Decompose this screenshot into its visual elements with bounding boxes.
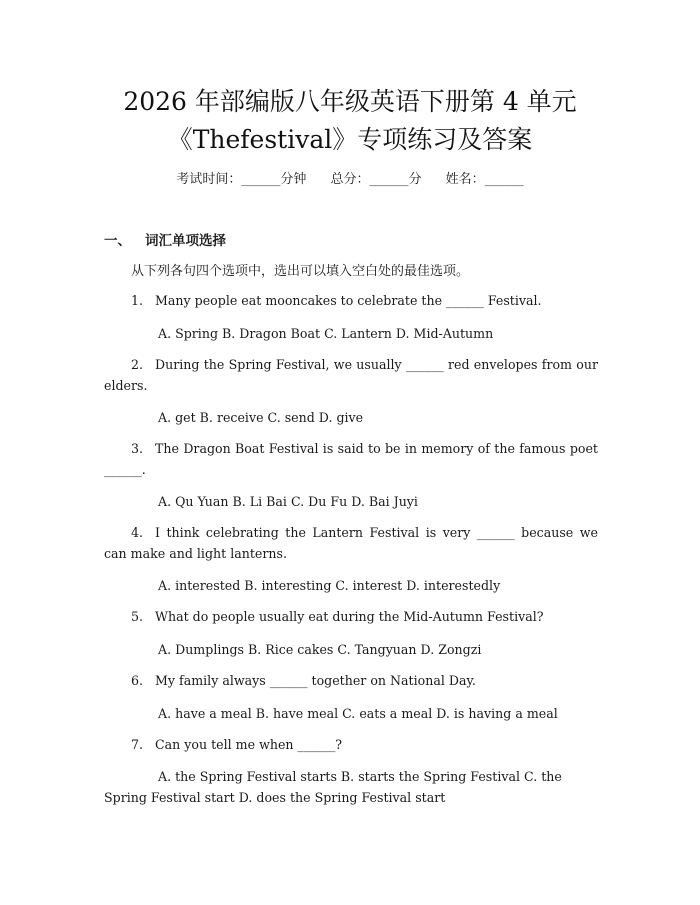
question-7-options: A. the Spring Festival starts B. starts the Spring Festival C. the Spring Festival start D. does the Spring Festival start [104, 769, 562, 805]
document-title-line1: 2026 年部编版八年级英语下册第 4 单元 [123, 87, 577, 116]
exam-time-field: 考试时间：______分钟 [176, 172, 307, 187]
question-5 [104, 607, 598, 628]
question-5-options: A. Dumplings B. Rice cakes C. Tangyuan D. Zongzi [158, 642, 482, 657]
question-number: 6. [131, 673, 144, 688]
question-4 [104, 523, 598, 564]
question-text: During the Spring Festival, we usually ______ red envelopes from our elders. [104, 357, 598, 393]
section-title: 词汇单项选择 [145, 233, 226, 249]
question-number: 1. [131, 293, 144, 308]
question-number: 5. [131, 609, 144, 624]
question-2 [104, 355, 598, 396]
question-3-options: A. Qu Yuan B. Li Bai C. Du Fu D. Bai Juyi [158, 494, 418, 509]
total-score-field: 总分：______分 [330, 172, 422, 187]
question-4-options: A. interested B. interesting C. interest D. interestedly [158, 578, 501, 593]
question-7 [104, 735, 598, 756]
section-instruction: 从下列各句四个选项中，选出可以填入空白处的最佳选项。 [131, 264, 470, 279]
question-1 [104, 291, 598, 312]
question-number: 7. [131, 737, 144, 752]
question-2-options: A. get B. receive C. send D. give [158, 410, 364, 425]
question-number: 4. [131, 525, 144, 540]
question-number: 2. [131, 357, 144, 372]
section-heading [104, 229, 226, 249]
question-number: 3. [131, 441, 144, 456]
question-text: Many people eat mooncakes to celebrate the ______ Festival. [155, 293, 542, 308]
question-3 [104, 439, 598, 480]
question-text: Can you tell me when ______? [155, 737, 343, 752]
exam-meta [0, 168, 700, 187]
question-text: I think celebrating the Lantern Festival is very ______ because we can make and light lanterns. [104, 525, 598, 561]
question-6 [104, 671, 598, 692]
question-6-options: A. have a meal B. have meal C. eats a meal D. is having a meal [158, 706, 558, 721]
question-1-options: A. Spring B. Dragon Boat C. Lantern D. Mid-Autumn [158, 326, 494, 341]
student-name-field: 姓名：______ [445, 172, 524, 187]
document-title-line2: 《Thefestival》专项练习及答案 [167, 125, 533, 154]
question-text: The Dragon Boat Festival is said to be in memory of the famous poet ______. [104, 441, 598, 477]
question-text: My family always ______ together on National Day. [155, 673, 476, 688]
question-text: What do people usually eat during the Mid-Autumn Festival? [155, 609, 544, 624]
section-number: 一、 [104, 233, 131, 249]
